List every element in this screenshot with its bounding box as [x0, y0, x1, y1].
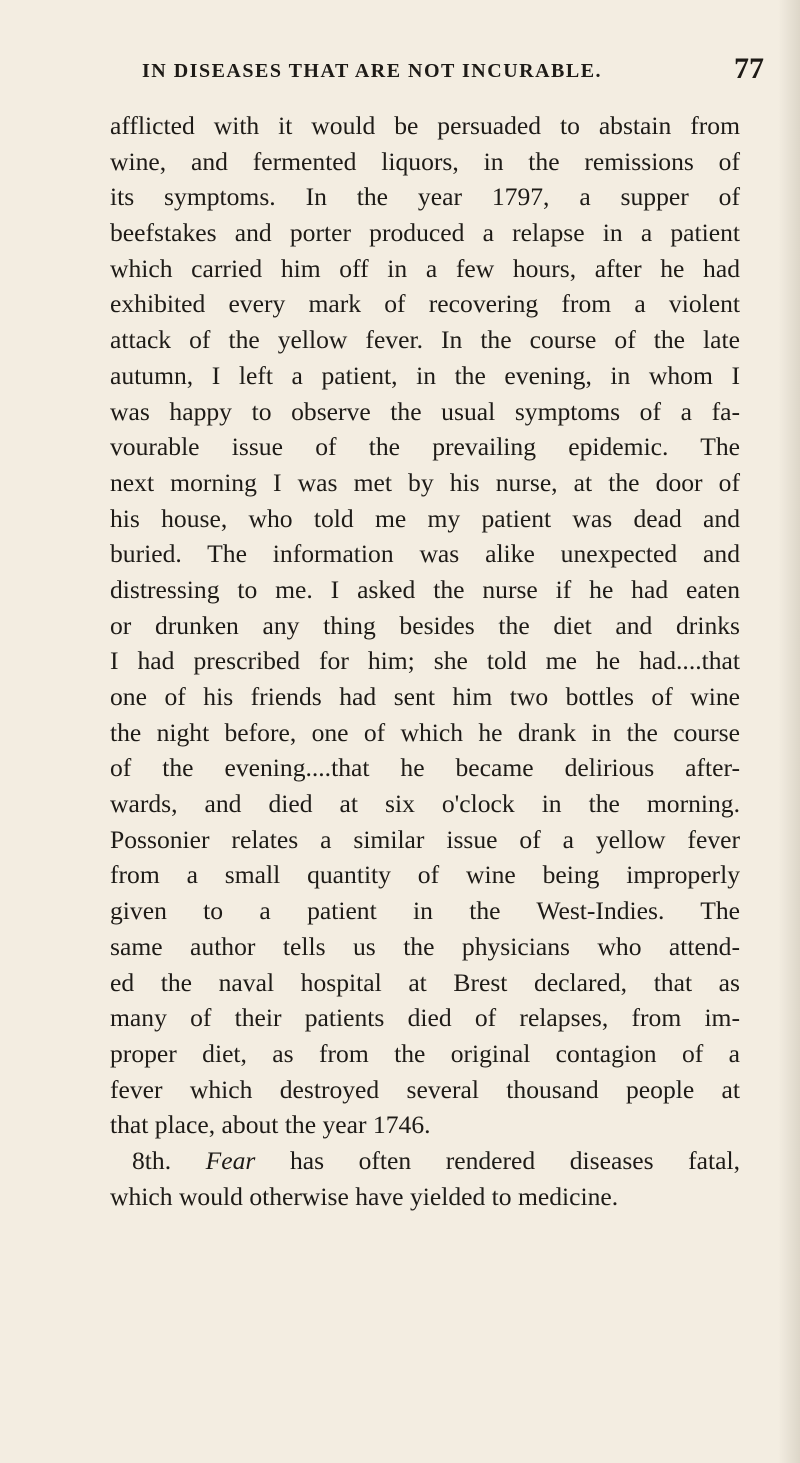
- running-head: [142, 52, 772, 92]
- paragraph-number: 8th.: [132, 1145, 172, 1175]
- text-line: fever which destroyed several thousand people at: [110, 1074, 740, 1104]
- text-line: afflicted with it would be persuaded to abstain from: [110, 111, 740, 140]
- text-line: its symptoms. In the year 1797, a supper of: [110, 182, 740, 212]
- text-line: buried. The information was alike unexpected and: [110, 539, 740, 569]
- text-line: beefstakes and porter produced a relapse in a patient: [110, 218, 740, 248]
- text-line: his house, who told me my patient was dead and: [110, 503, 740, 533]
- text-line: ed the naval hospital at Brest declared, that as: [110, 967, 740, 997]
- text-line: that place, about the year 1746.: [110, 1110, 431, 1140]
- text-line: same author tells us the physicians who attend-: [110, 931, 740, 961]
- text-line: exhibited every mark of recovering from a violent: [110, 289, 740, 319]
- text-line: the night before, one of which he drank in the course: [110, 717, 740, 747]
- text-line: vourable issue of the prevailing epidemic. The: [110, 432, 740, 462]
- text-line: Possonier relates a similar issue of a yellow fever: [110, 824, 740, 854]
- text-line: was happy to observe the usual symptoms of a fa-: [110, 396, 740, 426]
- text-line: given to a patient in the West-Indies. The: [110, 896, 740, 926]
- text-line: I had prescribed for him; she told me he had....that: [110, 646, 740, 676]
- text-fragment: has often rendered diseases fatal,: [289, 1145, 740, 1175]
- text-line: of the evening....that he became delirious after-: [110, 753, 740, 783]
- text-line: wards, and died at six o'clock in the morning.: [110, 789, 740, 819]
- text-line: wine, and fermented liquors, in the remissions of: [110, 146, 740, 176]
- page-edge-shadow: [778, 0, 800, 1463]
- text-line: autumn, I left a patient, in the evening, in whom I: [110, 360, 740, 390]
- text-line: which would otherwise have yielded to medicine.: [110, 1181, 619, 1211]
- text-line: or drunken any thing besides the diet and drinks: [110, 610, 740, 640]
- text-line: which carried him off in a few hours, after he had: [110, 253, 740, 283]
- text-line: proper diet, as from the original contagion of a: [110, 1038, 740, 1068]
- running-head-title: IN DISEASES THAT ARE NOT INCURABLE.: [142, 60, 603, 82]
- text-line: next morning I was met by his nurse, at the door of: [110, 467, 740, 497]
- italic-word: Fear: [205, 1145, 256, 1175]
- text-line: attack of the yellow fever. In the course of the late: [110, 325, 740, 355]
- text-line: many of their patients died of relapses, from im-: [110, 1003, 740, 1033]
- body-text: [110, 108, 740, 1214]
- text-line: one of his friends had sent him two bottles of wine: [110, 682, 740, 711]
- final-paragraph-first-line: [110, 1143, 740, 1179]
- text-line: from a small quantity of wine being improperly: [110, 860, 740, 890]
- page-number: 77: [734, 52, 764, 85]
- text-line: distressing to me. I asked the nurse if he had eaten: [110, 574, 740, 604]
